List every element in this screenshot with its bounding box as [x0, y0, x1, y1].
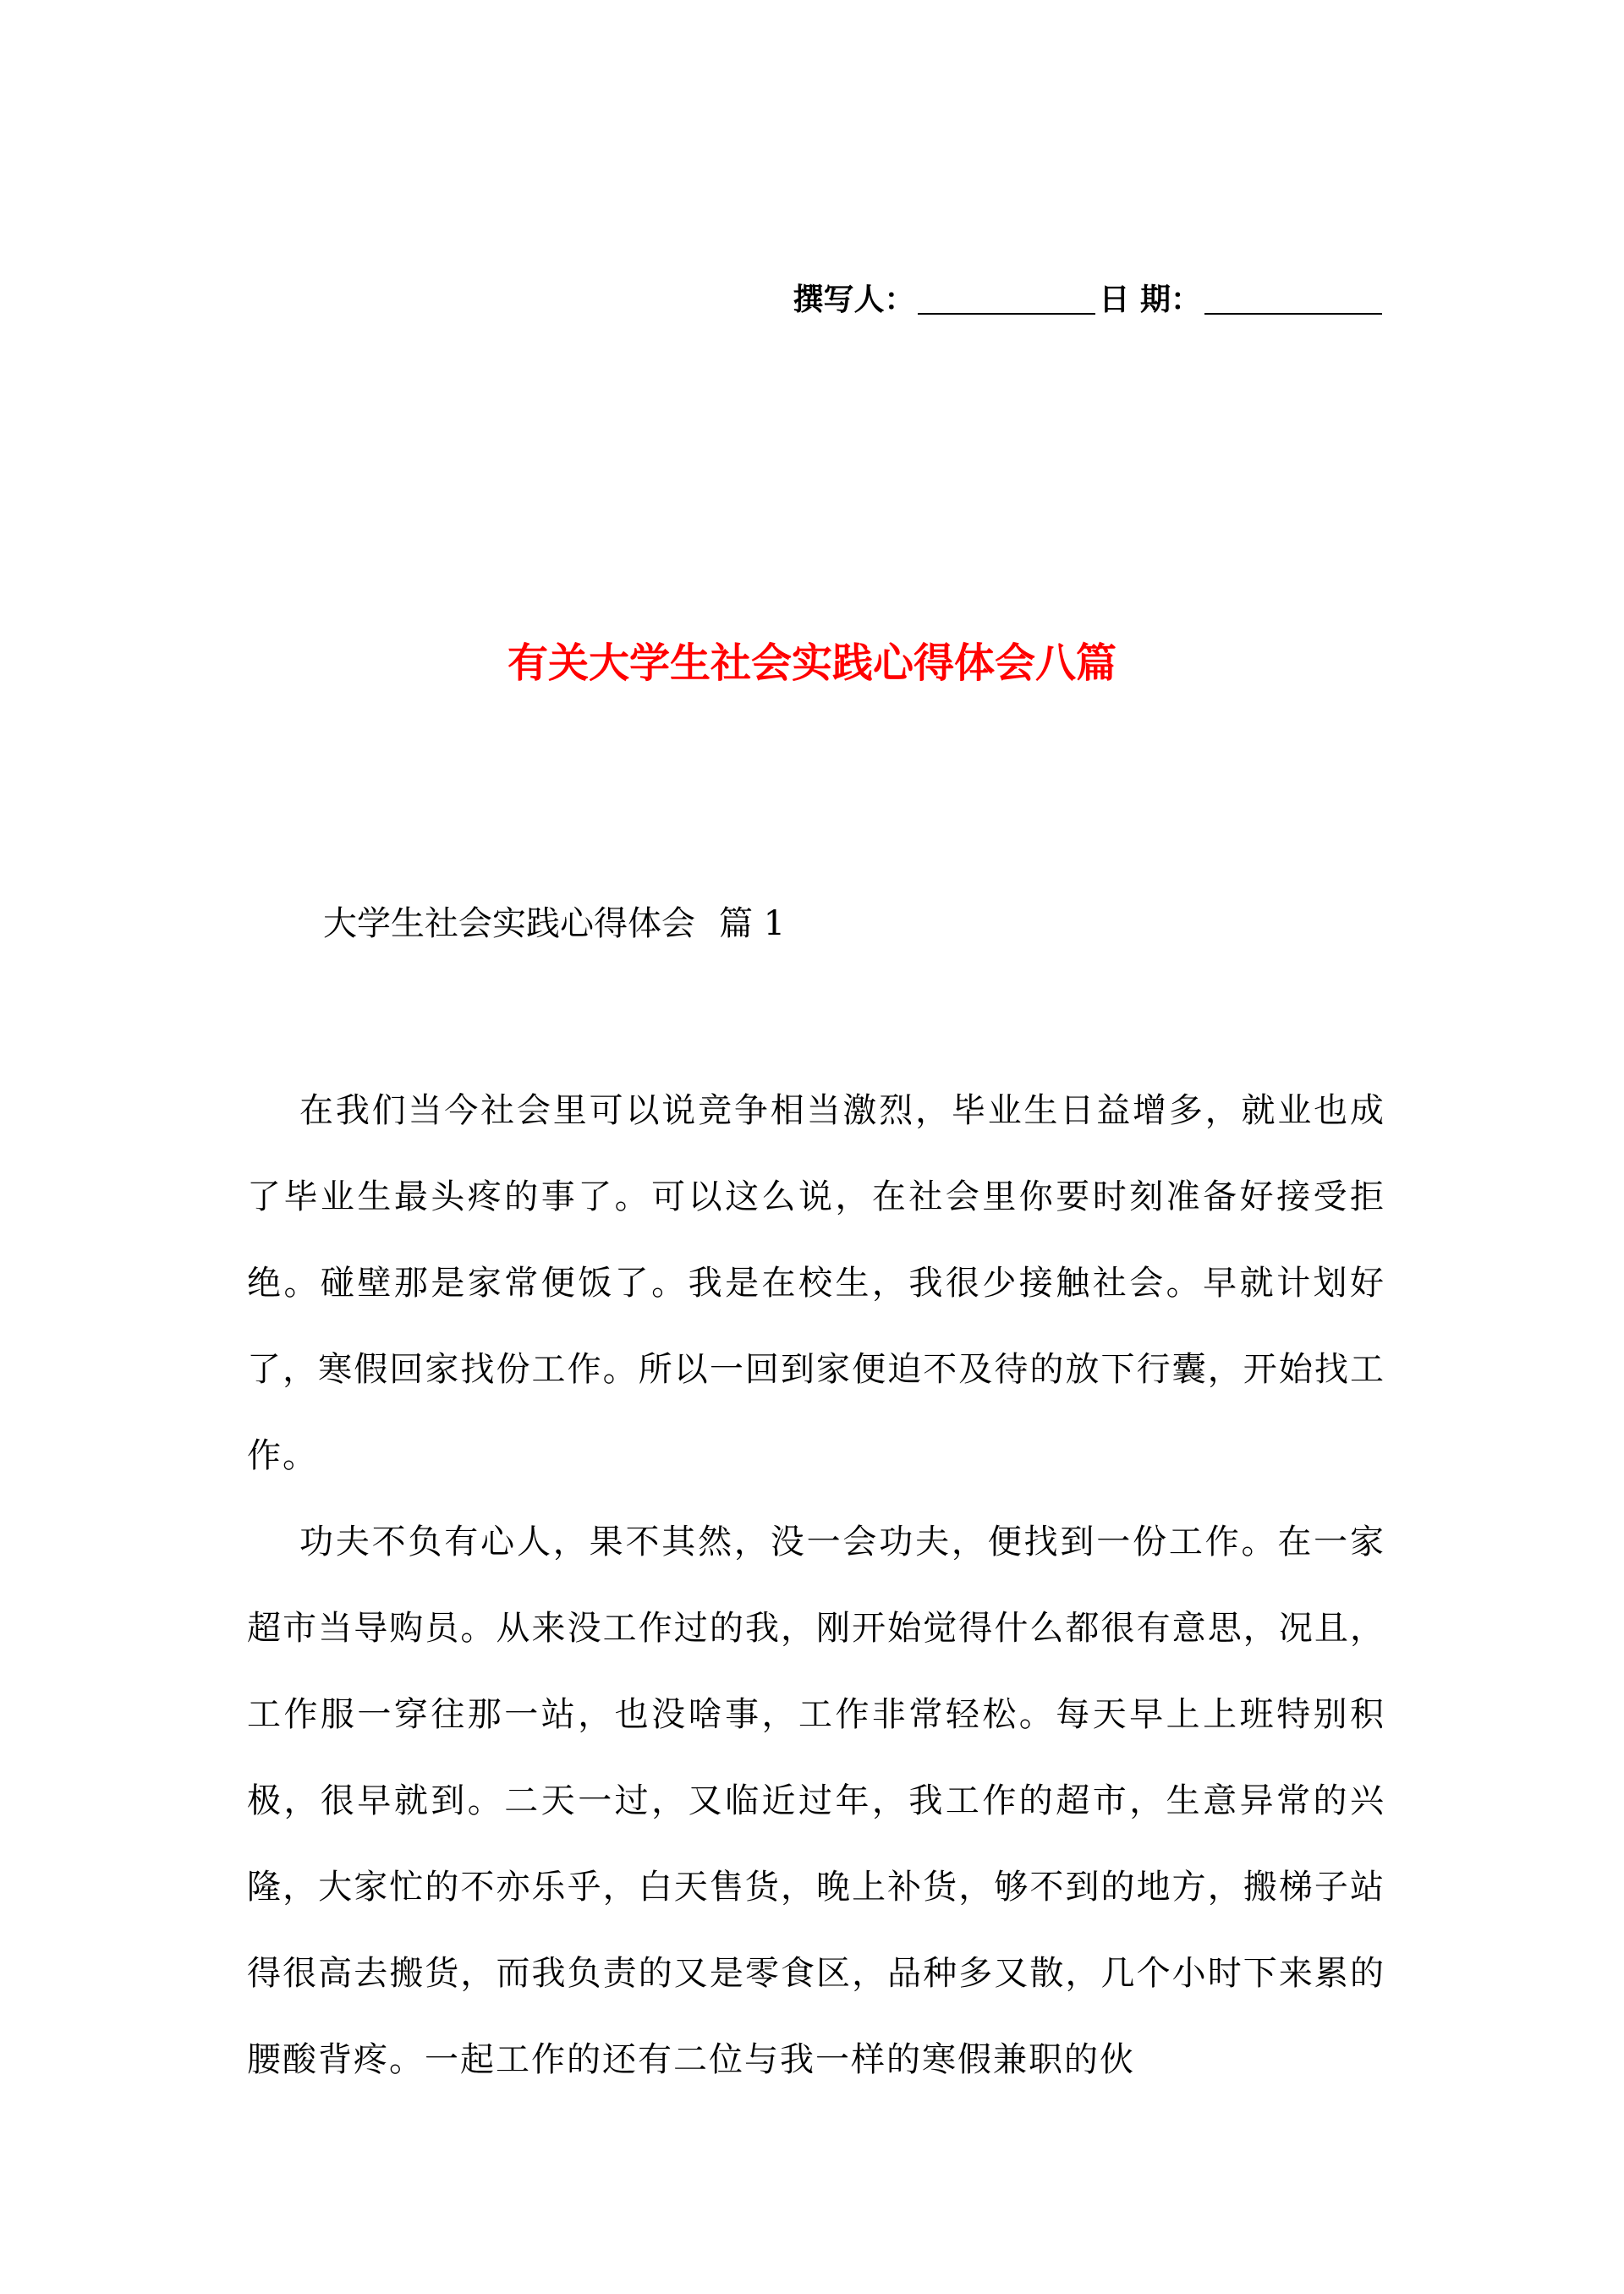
header-info-line [793, 279, 1385, 320]
writer-label: 撰写人： [793, 282, 915, 317]
section-heading [323, 898, 785, 949]
writer-blank-line [918, 283, 1095, 315]
document-title: 有关大学生社会实践心得体会八篇 [507, 639, 1116, 687]
paragraph-1: 在我们当今社会里可以说竞争相当激烈，毕业生日益增多，就业也成了毕业生最头疼的事了。可以这么说，在社会里你要时刻准备好接受拒绝。碰壁那是家常便饭了。我是在校生，我很少接触社会。早就计划好了，寒假回家找份工作。所以一回到家便迫不及待的放下行囊，开始找工作。 [247, 1091, 1385, 1475]
date-blank-line [1204, 283, 1382, 315]
date-label: 日 期： [1099, 282, 1201, 317]
section-number: 篇 1 [719, 904, 786, 943]
paragraph-2: 功夫不负有心人，果不其然，没一会功夫，便找到一份工作。在一家超市当导购员。从来没工作过的我，刚开始觉得什么都很有意思，况且，工作服一穿往那一站，也没啥事，工作非常轻松。每天早上上班特别积极，很早就到。二天一过，又临近过年，我工作的超市，生意异常的兴隆，大家忙的不亦乐乎，白天售货，晚上补货，够不到的地方，搬梯子站得很高去搬货，而我负责的又是零食区，品种多又散，几个小时下来累的腰酸背疼。一起工作的还有二位与我一样的寒假兼职的伙 [247, 1523, 1385, 2079]
section-heading-text: 大学生社会实践心得体会 [323, 904, 695, 943]
body-text [247, 1067, 1385, 2103]
